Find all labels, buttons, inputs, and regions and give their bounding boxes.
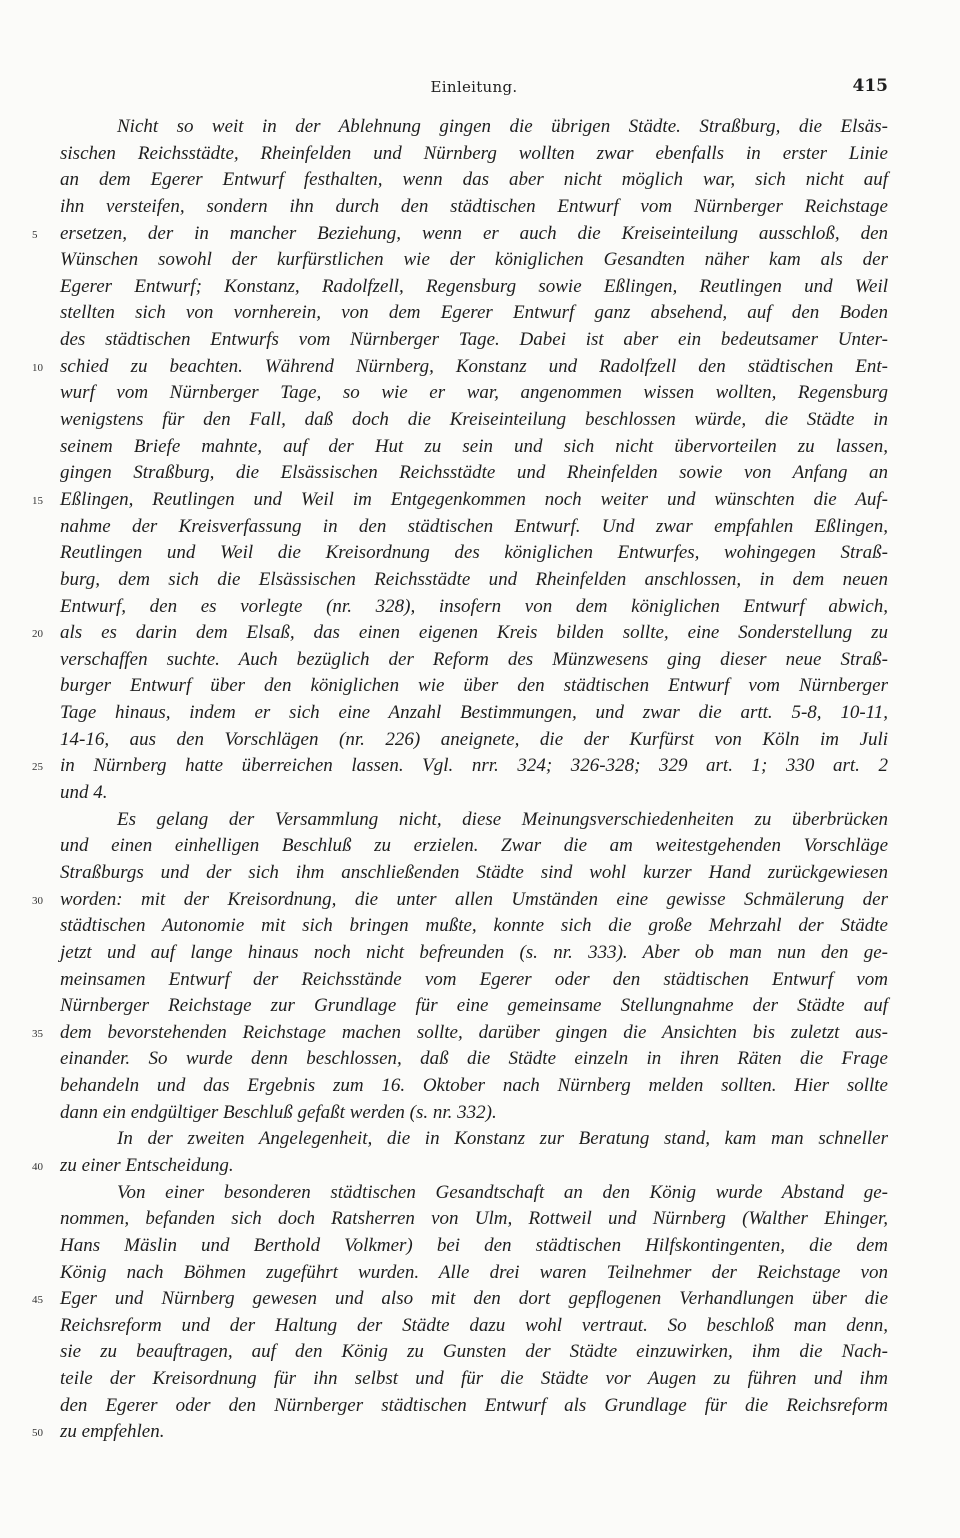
- line-text: Nicht so weit in der Ablehnung gingen die übrigen Städte. Straßburg, die Elsäs-: [117, 116, 888, 137]
- line-text: sischen Reichsstädte, Rheinfelden und Nürnberg wollten zwar ebenfalls in erster Linie: [60, 142, 888, 164]
- text-line: [60, 434, 888, 461]
- text-line: [32, 487, 888, 514]
- text-line: [60, 673, 888, 700]
- text-line: [60, 993, 888, 1020]
- line-text: In der zweiten Angelegenheit, die in Konstanz zur Beratung stand, kam man schneller: [117, 1128, 888, 1150]
- text-line: [60, 514, 888, 541]
- line-text: Reutlingen und Weil die Kreisordnung des königlichen Entwurfes, wohingegen Straß-: [60, 542, 888, 564]
- line-number: 5: [32, 228, 38, 241]
- text-line: [32, 753, 888, 780]
- text-line: [60, 460, 888, 487]
- text-line: [60, 913, 888, 940]
- line-text: meinsamen Entwurf der Reichsstände vom Egerer oder den städtischen Entwurf vom: [60, 968, 888, 990]
- text-line: [60, 647, 888, 674]
- text-line: [60, 274, 888, 301]
- line-number: 35: [32, 1027, 43, 1040]
- line-text: des städtischen Entwurfs vom Nürnberger Tage. Dabei ist aber ein bedeutsamer Unter-: [60, 329, 888, 351]
- text-line: [32, 354, 888, 381]
- text-line: [60, 567, 888, 594]
- line-text: Wünschen sowohl der kurfürstlichen wie der königlichen Gesandten näher kam als der: [60, 249, 888, 271]
- text-line: [60, 1180, 888, 1207]
- line-text: zu empfehlen.: [60, 1421, 165, 1443]
- line-text: Eßlingen, Reutlingen und Weil im Entgegenkommen noch weiter und wünschten die Auf-: [60, 488, 888, 510]
- text-line: [60, 967, 888, 994]
- line-number: 45: [32, 1294, 43, 1307]
- line-text: schied zu beachten. Während Nürnberg, Konstanz und Radolfzell den städtischen Ent-: [60, 355, 888, 377]
- line-text: burger Entwurf über den königlichen wie über den städtischen Entwurf vom Nürnberger: [60, 675, 888, 697]
- text-line: [60, 1260, 888, 1287]
- line-number: 10: [32, 361, 43, 374]
- line-text: Entwurf, den es vorlegte (nr. 328), insofern von dem königlichen Entwurf abwich,: [60, 595, 888, 617]
- line-text: seinem Briefe mahnte, auf der Hut zu sein und sich nicht übervorteilen zu lassen,: [60, 435, 888, 457]
- line-text: wenigstens für den Fall, daß doch die Kreiseinteilung beschlossen würde, die Städte in: [60, 409, 888, 431]
- text-line: [60, 141, 888, 168]
- line-text: teile der Kreisordnung für ihn selbst und für die Städte vor Augen zu führen und ihm: [60, 1368, 888, 1390]
- text-line: [60, 1393, 888, 1420]
- text-line: [60, 860, 888, 887]
- line-text: 14-16, aus den Vorschlägen (nr. 226) aneignete, die der Kurfürst von Köln im Juli: [60, 728, 888, 750]
- line-text: Reichsreform und der Haltung der Städte dazu wohl vertraut. So beschloß man denn,: [60, 1314, 888, 1336]
- text-line: [60, 1100, 888, 1127]
- line-text: sie zu beauftragen, auf den König zu Gunsten der Städte einzuwirken, ihm die Nach-: [60, 1341, 888, 1363]
- line-text: zu einer Entscheidung.: [60, 1154, 234, 1176]
- text-line: [32, 620, 888, 647]
- line-number: 50: [32, 1427, 43, 1440]
- line-text: einander. So wurde denn beschlossen, daß die Städte einzeln in ihren Räten die Frage: [60, 1048, 888, 1070]
- text-line: [60, 1206, 888, 1233]
- text-line: [60, 167, 888, 194]
- page-number: 415: [852, 76, 888, 96]
- line-text: König nach Böhmen zugeführt wurden. Alle drei waren Teilnehmer der Reichstage von: [60, 1261, 888, 1283]
- line-number: 15: [32, 494, 43, 507]
- text-line: [60, 380, 888, 407]
- text-line: [60, 300, 888, 327]
- line-text: Tage hinaus, indem er sich eine Anzahl Bestimmungen, und zwar die artt. 5-8, 10-11,: [60, 702, 888, 724]
- line-text: wurf vom Nürnberger Tage, so wie er war, angenommen wissen wollten, Regensburg: [60, 382, 888, 404]
- line-text: in Nürnberg hatte überreichen lassen. Vgl. nrr. 324; 326-328; 329 art. 1; 330 art. 2: [60, 755, 888, 777]
- line-text: dann ein endgültiger Beschluß gefaßt werden (s. nr. 332).: [60, 1101, 497, 1123]
- line-number: 40: [32, 1160, 43, 1173]
- text-line: [32, 1286, 888, 1313]
- line-text: nahme der Kreisverfassung in den städtischen Entwurf. Und zwar empfahlen Eßlingen,: [60, 515, 888, 537]
- text-line: [32, 1020, 888, 1047]
- text-line: [60, 727, 888, 754]
- line-text: Straßburgs und der sich ihm anschließenden Städte sind wohl kurzer Hand zurückgewiesen: [60, 861, 888, 883]
- line-number: 20: [32, 628, 43, 641]
- line-text: und 4.: [60, 782, 108, 804]
- line-text: gingen Straßburg, die Elsässischen Reichsstädte und Rheinfelden sowie von Anfang an: [60, 462, 888, 484]
- text-line: [60, 807, 888, 834]
- line-text: nommen, befanden sich doch Ratsherren von Ulm, Rottweil und Nürnberg (Walther Ehinger,: [60, 1208, 888, 1230]
- line-text: jetzt und auf lange hinaus noch nicht befreunden (s. nr. 333). Aber ob man nun den ge-: [60, 941, 888, 963]
- line-text: burg, dem sich die Elsässischen Reichsstädte und Rheinfelden anschlossen, in dem neuen: [60, 568, 888, 590]
- text-line: [32, 1419, 888, 1446]
- text-line: [32, 1153, 888, 1180]
- text-line: [60, 1233, 888, 1260]
- text-line: [60, 833, 888, 860]
- text-line: [60, 1046, 888, 1073]
- text-line: [60, 327, 888, 354]
- running-title: Einleitung.: [430, 78, 518, 96]
- line-text: an dem Egerer Entwurf festhalten, wenn das aber nicht möglich war, sich nicht auf: [60, 169, 888, 191]
- line-text: stellten sich von vornherein, von dem Egerer Entwurf ganz absehend, auf den Boden: [60, 302, 888, 324]
- text-line: [60, 407, 888, 434]
- line-number: 30: [32, 894, 43, 907]
- text-line: [60, 1313, 888, 1340]
- line-text: verschaffen suchte. Auch bezüglich der Reform des Münzwesens ging dieser neue Straß-: [60, 648, 888, 670]
- body-text: [32, 114, 888, 1446]
- line-text: und einen einhelligen Beschluß zu erzielen. Zwar die am weitestgehenden Vorschläge: [60, 835, 888, 857]
- line-number: 25: [32, 761, 43, 774]
- line-text: den Egerer oder den Nürnberger städtischen Entwurf als Grundlage für die Reichsreform: [60, 1394, 888, 1416]
- line-text: Eger und Nürnberg gewesen und also mit den dort gepflogenen Verhandlungen über die: [60, 1288, 888, 1310]
- text-line: [60, 114, 888, 141]
- line-text: städtischen Autonomie mit sich bringen mußte, konnte sich die große Mehrzahl der Städte: [60, 915, 888, 937]
- line-text: worden: mit der Kreisordnung, die unter allen Umständen eine gewisse Schmälerung der: [60, 888, 888, 910]
- text-line: [60, 1126, 888, 1153]
- text-line: [60, 780, 888, 807]
- line-text: als es darin dem Elsaß, das einen eigenen Kreis bilden sollte, eine Sonderstellung zu: [60, 622, 888, 644]
- line-text: Von einer besonderen städtischen Gesandtschaft an den König wurde Abstand ge-: [117, 1181, 888, 1203]
- line-text: dem bevorstehenden Reichstage machen sollte, darüber gingen die Ansichten bis zuletzt aus-: [60, 1021, 888, 1043]
- text-line: [60, 594, 888, 621]
- page-header: [60, 74, 888, 104]
- text-line: [60, 1339, 888, 1366]
- text-line: [32, 887, 888, 914]
- line-text: Hans Mäslin und Berthold Volkmer) bei den städtischen Hilfskontingenten, die dem: [60, 1234, 888, 1256]
- line-text: Nürnberger Reichstage zur Grundlage für eine gemeinsame Stellungnahme der Städte auf: [60, 995, 888, 1017]
- line-text: ihn versteifen, sondern ihn durch den städtischen Entwurf vom Nürnberger Reichstage: [60, 195, 888, 217]
- line-text: Es gelang der Versammlung nicht, diese Meinungsverschiedenheiten zu überbrücken: [117, 808, 888, 830]
- text-line: [60, 194, 888, 221]
- line-text: Egerer Entwurf; Konstanz, Radolfzell, Regensburg sowie Eßlingen, Reutlingen und Weil: [60, 275, 888, 297]
- text-line: [60, 1366, 888, 1393]
- text-line: [32, 221, 888, 248]
- text-line: [60, 540, 888, 567]
- line-text: ersetzen, der in mancher Beziehung, wenn er auch die Kreiseinteilung ausschloß, den: [60, 222, 888, 244]
- text-line: [60, 247, 888, 274]
- text-line: [60, 1073, 888, 1100]
- line-text: behandeln und das Ergebnis zum 16. Oktober nach Nürnberg melden sollten. Hier sollte: [60, 1075, 888, 1097]
- text-line: [60, 940, 888, 967]
- text-line: [60, 700, 888, 727]
